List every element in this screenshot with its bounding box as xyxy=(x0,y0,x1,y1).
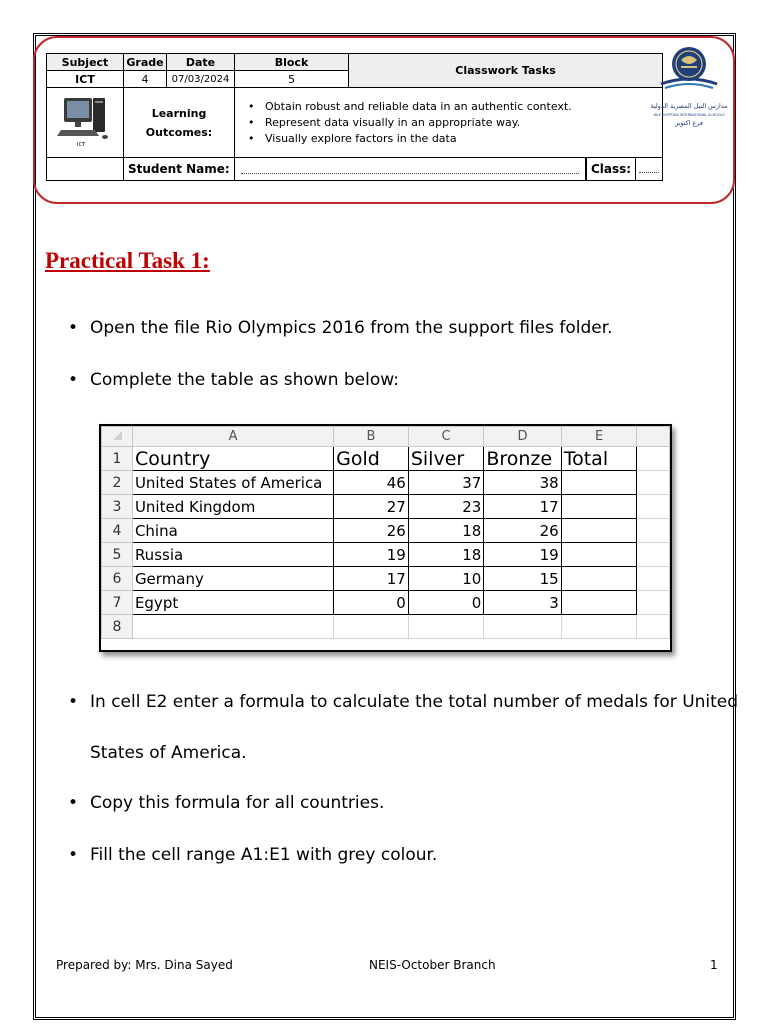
bronze-cell: 3 xyxy=(484,591,561,615)
column-header-c: C xyxy=(408,427,483,447)
student-name-field[interactable] xyxy=(235,158,586,181)
instruction-text: In cell E2 enter a formula to calculate the total number of medals for United xyxy=(90,692,739,712)
country-cell: Germany xyxy=(132,567,333,591)
total-cell xyxy=(561,543,637,567)
row-number: 2 xyxy=(102,471,133,495)
header-table xyxy=(46,53,663,181)
table-row xyxy=(102,591,670,615)
outcome-item: • Represent data visually in an appropriate way. xyxy=(265,115,662,131)
subject-value: ICT xyxy=(47,71,124,88)
table-row xyxy=(102,567,670,591)
date-value: 07/03/2024 xyxy=(167,71,235,88)
outcomes-list xyxy=(235,99,662,147)
block-label: Block xyxy=(235,54,349,71)
table-row xyxy=(102,495,670,519)
footer-prepared-by: Prepared by: Mrs. Dina Sayed xyxy=(56,958,233,972)
spreadsheet-screenshot xyxy=(99,424,672,652)
outcome-item: • Visually explore factors in the data xyxy=(265,131,662,147)
instruction-text: Open the file Rio Olympics 2016 from the support files folder. xyxy=(90,318,613,338)
grade-value: 4 xyxy=(124,71,167,88)
logo-branch: فرع اكتوبر xyxy=(675,119,703,127)
block-value: 5 xyxy=(235,71,349,88)
class-field[interactable] xyxy=(636,158,662,180)
row-number: 1 xyxy=(102,447,133,471)
country-cell: Egypt xyxy=(132,591,333,615)
instruction-text: Complete the table as shown below: xyxy=(90,370,399,390)
class-label: Class: xyxy=(586,158,636,180)
student-name-label: Student Name: xyxy=(124,158,235,181)
row-number: 6 xyxy=(102,567,133,591)
country-cell: Russia xyxy=(132,543,333,567)
header-cell: Silver xyxy=(408,447,483,471)
row-number: 7 xyxy=(102,591,133,615)
row-number: 3 xyxy=(102,495,133,519)
computer-icon xyxy=(55,92,115,150)
subject-label: Subject xyxy=(47,54,124,71)
total-cell xyxy=(561,591,637,615)
grade-label: Grade xyxy=(124,54,167,71)
learning-outcomes-label: Learning Outcomes: xyxy=(145,106,213,139)
silver-cell: 10 xyxy=(408,567,483,591)
row-number: 8 xyxy=(102,615,133,639)
gold-cell: 0 xyxy=(334,591,409,615)
instruction-text: Fill the cell range A1:E1 with grey colour. xyxy=(90,845,438,865)
empty-cell xyxy=(47,158,124,181)
bronze-cell: 19 xyxy=(484,543,561,567)
school-logo xyxy=(651,42,727,152)
header-cell: Country xyxy=(132,447,333,471)
column-header-a: A xyxy=(132,427,333,447)
total-cell xyxy=(561,471,637,495)
outcomes-cell xyxy=(235,88,663,158)
gold-cell: 17 xyxy=(334,567,409,591)
instruction-item: • Complete the table as shown below: xyxy=(68,370,399,390)
logo-english-name: NILE EGYPTIAN INTERNATIONAL SCHOOLS xyxy=(653,113,725,117)
footer-branch: NEIS-October Branch xyxy=(369,958,496,972)
instruction-text: Copy this formula for all countries. xyxy=(90,793,385,813)
table-row xyxy=(102,615,670,639)
row-number: 5 xyxy=(102,543,133,567)
corner-cell xyxy=(102,427,133,447)
table-row xyxy=(102,543,670,567)
footer-page-number: 1 xyxy=(710,958,718,972)
country-cell: United States of America xyxy=(132,471,333,495)
logo-arabic-name: مدارس النيل المصرية الدولية xyxy=(651,102,727,110)
gold-cell: 27 xyxy=(334,495,409,519)
column-header-e: E xyxy=(561,427,637,447)
country-cell: China xyxy=(132,519,333,543)
table-row xyxy=(102,447,670,471)
computer-image-cell xyxy=(47,88,124,158)
task-title: Practical Task 1: xyxy=(45,248,210,273)
outcome-item: • Obtain robust and reliable data in an authentic context. xyxy=(265,99,662,115)
total-cell xyxy=(561,567,637,591)
instruction-item: • Fill the cell range A1:E1 with grey colour. xyxy=(68,845,438,865)
table-row xyxy=(102,471,670,495)
total-cell xyxy=(561,495,637,519)
instruction-continuation: States of America. xyxy=(90,743,247,763)
bronze-cell: 17 xyxy=(484,495,561,519)
instruction-item: • Copy this formula for all countries. xyxy=(68,793,385,813)
page-title: Classwork Tasks xyxy=(349,54,663,88)
column-header-row xyxy=(102,427,670,447)
silver-cell: 0 xyxy=(408,591,483,615)
gold-cell: 46 xyxy=(334,471,409,495)
silver-cell: 23 xyxy=(408,495,483,519)
bronze-cell: 38 xyxy=(484,471,561,495)
total-cell xyxy=(561,519,637,543)
header-cell: Bronze xyxy=(484,447,561,471)
header-cell: Total xyxy=(561,447,637,471)
bronze-cell: 26 xyxy=(484,519,561,543)
column-header-b: B xyxy=(334,427,409,447)
silver-cell: 37 xyxy=(408,471,483,495)
school-logo-icon xyxy=(651,42,727,152)
instruction-item: • Open the file Rio Olympics 2016 from the support files folder. xyxy=(68,318,613,338)
table-row xyxy=(102,519,670,543)
instruction-item: • In cell E2 enter a formula to calculate the total number of medals for United xyxy=(68,692,739,712)
country-cell: United Kingdom xyxy=(132,495,333,519)
silver-cell: 18 xyxy=(408,543,483,567)
date-label: Date xyxy=(167,54,235,71)
bronze-cell: 15 xyxy=(484,567,561,591)
gold-cell: 26 xyxy=(334,519,409,543)
column-header-d: D xyxy=(484,427,561,447)
silver-cell: 18 xyxy=(408,519,483,543)
learning-outcomes-label-cell xyxy=(124,88,235,158)
computer-caption: ICT xyxy=(77,142,86,148)
gold-cell: 19 xyxy=(334,543,409,567)
select-all-icon xyxy=(110,428,124,442)
row-number: 4 xyxy=(102,519,133,543)
spreadsheet-table xyxy=(101,426,670,639)
header-cell: Gold xyxy=(334,447,409,471)
